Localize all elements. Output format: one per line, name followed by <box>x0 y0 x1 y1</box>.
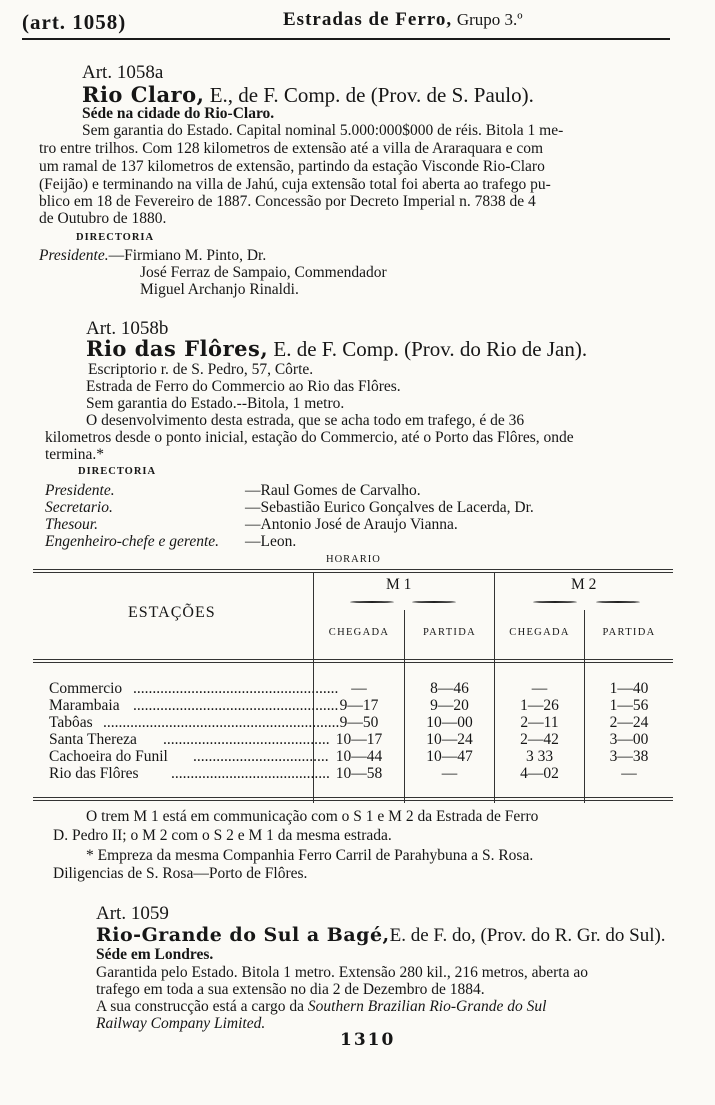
dot-leader: ......................................... <box>171 765 330 782</box>
art-number: 1058b <box>120 318 169 339</box>
m2-departure: 1—56 <box>609 697 649 714</box>
ornament-rule <box>533 601 577 603</box>
company-heading <box>86 336 587 362</box>
m1-departure: 10—24 <box>426 731 473 748</box>
station-name: Rio das Flôres <box>49 765 139 782</box>
president-name: —Firmiano M. Pinto, Dr. <box>108 247 267 264</box>
header-group: Grupo 3.º <box>456 10 523 29</box>
m2-departure: 3—38 <box>609 748 649 765</box>
m1-departure: — <box>441 765 458 782</box>
header-section-bold: Estradas de Ferro, <box>283 9 453 30</box>
article-number <box>82 62 163 84</box>
m2-departure: — <box>621 765 637 782</box>
president-role: Presidente. <box>39 247 109 264</box>
article-number <box>96 903 169 925</box>
company-name: Rio Claro, <box>82 82 205 107</box>
arrival-header: CHEGADA <box>509 627 570 638</box>
m1-departure: 8—46 <box>430 680 469 697</box>
text-line: termina.* <box>45 446 104 463</box>
table-bottom-rule <box>33 800 673 801</box>
director-name: —Leon. <box>245 533 297 550</box>
m1-arrival: 10—44 <box>335 748 383 765</box>
text-line: tro entre trilhos. Com 128 kilometros de extensão até a villa de Araraquara e com <box>39 140 544 157</box>
station-name: Commercio <box>49 680 123 697</box>
m2-arrival: 1—26 <box>520 697 559 714</box>
director-name: —Sebastião Eurico Gonçalves de Lacerda, Dr. <box>245 499 534 516</box>
header-rule <box>33 662 673 663</box>
director-name: Miguel Archanjo Rinaldi. <box>140 281 299 298</box>
directoria-label: DIRECTORIA <box>76 232 155 243</box>
company-fullname-cont: Railway Company Limited. <box>96 1015 266 1032</box>
m1-arrival: 10—17 <box>335 731 383 748</box>
m2-departure: 2—24 <box>609 714 649 731</box>
director-role: Secretario. <box>45 499 113 516</box>
m2-arrival: 4—02 <box>520 765 559 782</box>
m2-departure: 1—40 <box>609 680 649 697</box>
ornament-rule <box>412 601 456 603</box>
arrival-header: CHEGADA <box>328 627 390 638</box>
text-line: Sem garantia do Estado.--Bitola, 1 metro. <box>86 395 345 412</box>
station-name: Marambaia <box>49 697 120 714</box>
art-label: Art. <box>82 62 113 83</box>
m1-arrival: 9—50 <box>339 714 379 731</box>
stations-header: ESTAÇÕES <box>128 604 216 621</box>
dot-leader: ........................................... <box>163 731 330 748</box>
table-top-rule <box>33 572 673 573</box>
station-name: Santa Thereza <box>49 731 137 748</box>
company-name: Rio-Grande do Sul a Bagé, <box>96 924 390 946</box>
m1-arrival: 10—58 <box>335 765 383 782</box>
text-line: Escriptorio r. de S. Pedro, 57, Côrte. <box>88 361 314 378</box>
header-section-title <box>283 9 523 31</box>
company-description: E. de F. Comp. (Prov. do Rio de Jan). <box>268 337 588 361</box>
art-number: 1058a <box>116 62 164 83</box>
table-top-rule <box>33 569 673 570</box>
dot-leader: ............................................................. <box>103 714 340 731</box>
departure-header: PARTIDA <box>602 627 656 638</box>
seat-line: Séde em Londres. <box>96 946 214 963</box>
ornament-rule <box>350 601 394 603</box>
director-role: Presidente. <box>45 482 115 499</box>
art-label: Art. <box>96 903 127 924</box>
company-name: Rio das Flôres, <box>86 336 269 361</box>
m1-arrival: 9—17 <box>339 697 379 714</box>
m1-departure: 10—47 <box>426 748 473 765</box>
horario-label: HORARIO <box>326 554 381 565</box>
departure-header: PARTIDA <box>422 627 476 638</box>
seat-line: Séde na cidade do Rio-Claro. <box>82 105 275 122</box>
company-fullname: Southern Brazilian Rio-Grande do Sul <box>307 998 547 1015</box>
text-line <box>96 998 546 1016</box>
president-line <box>39 247 266 265</box>
note-line: D. Pedro II; o M 2 com o S 2 e M 1 da mesma estrada. <box>53 827 392 844</box>
company-description: E. de F. do, (Prov. do R. Gr. do Sul). <box>389 925 666 946</box>
header-rule <box>22 38 670 40</box>
director-name: José Ferraz de Sampaio, Commendador <box>140 264 387 281</box>
page-number: 1310 <box>340 1030 396 1050</box>
header-rule <box>33 659 673 660</box>
m2-arrival: 3 33 <box>525 748 554 765</box>
director-name: —Antonio José de Araujo Vianna. <box>245 516 458 533</box>
train-m1-header: M 1 <box>386 576 412 593</box>
text-line: kilometros desde o ponto inicial, estação do Commercio, até o Porto das Flôres, onde <box>45 429 574 446</box>
text-line: um ramal de 137 kilometros de extensão, partindo da estação Visconde Rio-Claro <box>39 158 545 175</box>
text-line: (Feijão) e terminando na villa de Jahú, cuja extensão total foi aberta ao trafego pu- <box>39 176 551 193</box>
art-number: 1059 <box>130 903 169 924</box>
text-line: de Outubro de 1880. <box>39 210 167 227</box>
text-line: Estrada de Ferro do Commercio ao Rio das Flôres. <box>86 378 401 395</box>
text-line: O desenvolvimento desta estrada, que se acha todo em trafego, é de 36 <box>86 412 525 429</box>
m1-departure: 10—00 <box>426 714 473 731</box>
m2-arrival: 2—42 <box>520 731 559 748</box>
m2-departure: 3—00 <box>609 731 649 748</box>
station-name: Tabôas <box>49 714 93 731</box>
table-bottom-rule <box>33 797 673 798</box>
director-role: Thesour. <box>45 516 98 533</box>
director-name: —Raul Gomes de Carvalho. <box>245 482 421 499</box>
director-role: Engenheiro-chefe e gerente. <box>45 533 220 550</box>
directoria-label: DIRECTORIA <box>78 466 157 477</box>
note-line: Diligencias de S. Rosa—Porto de Flôres. <box>53 865 308 882</box>
m1-departure: 9—20 <box>430 697 469 714</box>
text-fragment: A sua construcção está a cargo da <box>96 998 305 1015</box>
text-line: Garantida pelo Estado. Bitola 1 metro. Extensão 280 kil., 216 metros, aberta ao <box>96 964 588 981</box>
art-label: Art. <box>86 318 117 339</box>
dot-leader: ................................... <box>193 748 329 765</box>
note-line: * Empreza da mesma Companhia Ferro Carril de Parahybuna a S. Rosa. <box>86 847 534 864</box>
train-m2-header: M 2 <box>571 576 597 593</box>
dot-leader: ..................................................... <box>133 680 339 697</box>
company-description: E., de F. Comp. de (Prov. de S. Paulo). <box>204 83 534 107</box>
text-line: blico em 18 de Fevereiro de 1887. Concessão por Decreto Imperial n. 7838 de 4 <box>39 193 536 210</box>
dot-leader: ..................................................... <box>133 697 339 714</box>
ornament-rule <box>596 601 640 603</box>
text-line: trafego em toda a sua extensão no dia 2 de Dezembro de 1884. <box>96 981 485 998</box>
station-name: Cachoeira do Funil <box>49 748 168 765</box>
header-article-ref: (art. 1058) <box>22 10 127 34</box>
m2-arrival: 2—11 <box>520 714 559 731</box>
m1-arrival: — <box>351 680 367 697</box>
company-heading <box>96 924 666 947</box>
note-line: O trem M 1 está em communicação com o S 1 e M 2 da Estrada de Ferro <box>86 808 539 825</box>
text-line: Sem garantia do Estado. Capital nominal 5.000:000$000 de réis. Bitola 1 me- <box>82 122 564 139</box>
m2-arrival: — <box>531 680 548 697</box>
